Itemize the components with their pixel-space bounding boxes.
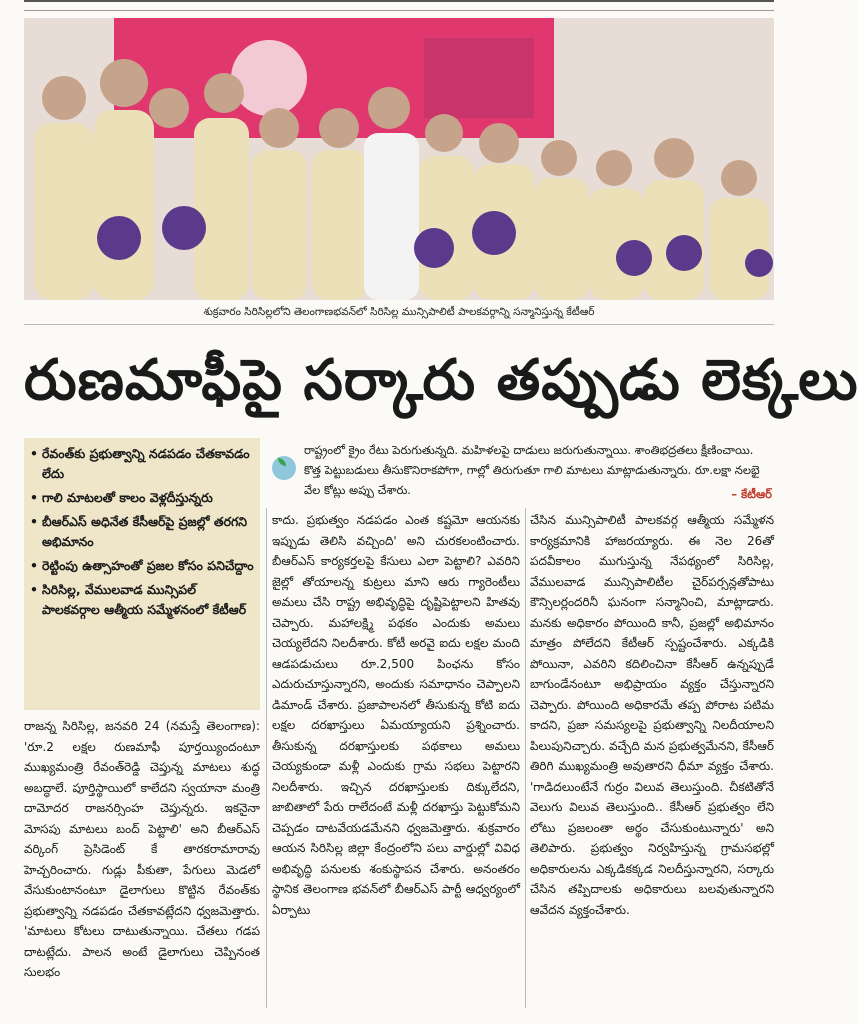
quote-author: – కేటీఆర్	[731, 487, 772, 501]
news-photo	[24, 18, 774, 300]
leaf-icon	[272, 456, 296, 480]
pull-quote	[272, 440, 772, 502]
column-divider	[266, 508, 267, 1008]
highlight-item: • గాలి మాటలతో కాలం వెళ్లదీస్తున్నరు	[30, 488, 254, 508]
headline: రుణమాఫీపై సర్కారు తప్పుడు లెక్కలు	[24, 348, 858, 413]
quote-text: రాష్ట్రంలో క్రైం రేటు పెరుగుతున్నది. మహిళలపై దాడులు జరుగుతున్నాయి. శాంతిభద్రతలు క్షీణించాయి. కొత్త పెట్టుబడులు తీసుకొనిరాకపోగా, గాల్లో తిరుగుతూ గాలి మాటలు మాట్లాడుతున్నారు. రూ.లక్షా నలభై వేల కోట్లు అప్పు చేశారు.	[304, 443, 760, 497]
highlight-item: • రేవంత్‌కు ప్రభుత్వాన్ని నడపడం చేతకావడం లేదు	[30, 444, 254, 484]
column-divider	[525, 508, 526, 1008]
highlight-item: • బీఆర్‌ఎస్ అధినేత కేసీఆర్‌పై ప్రజల్లో తరగని అభిమానం	[30, 512, 254, 552]
article-column-1: రాజన్న సిరిసిల్ల, జనవరి 24 (నమస్తే తెలంగాణ): 'రూ.2 లక్షల రుణమాఫీ పూర్తయ్యిందంటూ ముఖ్యమంత్రి రేవంత్‌రెడ్డి చెప్తున్న మాటలు శుద్ధ అబద్ధాలే. పూర్తిస్థాయిలో కాలేదని స్వయానా మంత్రి దామోదర రాజనర్సింహ చెప్తున్నరు. ఇకనైనా మోసపు మాటలు బంద్ పెట్టాలి' అని బీఆర్‌ఎస్ వర్కింగ్ ప్రెసిడెంట్ కే తారకరామారావు హెచ్చరించారు. గుడ్లు పీకుతా, పేగులు మెడలో వేసుకుంటానంటూ డైలాగులు కొట్టిన రేవంత్‌కు ప్రభుత్వాన్ని నడపడం చేతకావట్లేదని ధ్వజమెత్తారు. 'మాటలు కోటలు దాటుతున్నాయి. చేతలు గడప దాటట్లేదు. పాలన అంటే డైలాగులు చెప్పినంత సులభం	[24, 719, 260, 979]
article-column-3: చేసిన మున్సిపాలిటీ పాలకవర్గ ఆత్మీయ సమ్మేళన కార్యక్రమానికి హాజరయ్యారు. ఈ నెల 26తో పదవీకాలం ముగుస్తున్న నేపథ్యంలో సిరిసిల్ల, వేములవాడ మున్సిపాలిటీల చైర్‌పర్సన్లతోపాటు కౌన్సిలర్లందరినీ ఘనంగా సన్మానించి, మాట్లాడారు. మనకు అధికారం పోయింది కానీ, ప్రజల్లో అభిమానం మాత్రం పోలేదని కేటీఆర్ స్పష్టంచేశారు. ఎక్కడికి పోయినా, ఎవరిని కదిలించినా కేసీఆర్ ఉన్నప్పుడే బాగుండేనంటూ అభిప్రాయం వ్యక్తం చేస్తున్నారని చెప్పారు. పోయింది అధికారమే తప్ప పోరాట పటిమ కాదని, ప్రజా సమస్యలపై ప్రభుత్వాన్ని నిలదీయాలని పిలుపునిచ్చారు. వచ్చేది మన ప్రభుత్వమేనని, కేసీఆర్ తిరిగి ముఖ్యమంత్రి అవుతారని ధీమా వ్యక్తం చేశారు. 'గాడిదలుంటేనే గుర్రం విలువ తెలుస్తుంది. చీకటితోనే వెలుగు విలువ తెలుస్తుంది.. కేసీఆర్ ప్రభుత్వం లేని లోటు ప్రజలంతా అర్థం చేసుకుంటున్నారు' అని తెలిపారు. ప్రభుత్వం నిర్వహిస్తున్న గ్రామసభల్లో అధికారులను ఎక్కడికక్కడ నిలదీస్తున్నారని, సర్కారు చేసిన తప్పిదాలకు అధికారులు బలవుతున్నారని ఆవేదన వ్యక్తంచేశారు.	[530, 513, 774, 917]
highlight-item: • రెట్టింపు ఉత్సాహంతో ప్రజల కోసం పనిచేద్దాం	[30, 556, 254, 576]
highlights-box	[24, 438, 260, 710]
highlight-item: • సిరిసిల్ల, వేములవాడ మున్సిపల్ పాలకవర్గాల ఆత్మీయ సమ్మేళనంలో కేటీఆర్	[30, 580, 254, 620]
article-column-2: కాదు. ప్రభుత్వం నడపడం ఎంత కష్టమో ఆయనకు ఇప్పుడు తెలిసి వచ్చింది' అని చురకలంటించారు. బీఆర్‌ఎస్ కార్యకర్తలపై కేసులు ఎలా పెట్టాలి? ఎవరిని జైల్లో తోయాలన్న కుట్రలు మాని ఆరు గ్యారెంటీలు అమలు చేసి రాష్ట్ర అభివృద్ధిపై దృష్టిపెట్టాలని హితవు చెప్పారు. మహాలక్ష్మి పథకం ఎందుకు అమలు చెయ్యలేదని నిలదీశారు. కోటీ అరవై ఐదు లక్షల మంది ఆడపడుచులు రూ.2,500 పింఛను కోసం ఎదురుచూస్తున్నారని, అందుకు సమాధానం చెప్పాలని డిమాండ్ చేశారు. ప్రజాపాలనలో తీసుకున్న కోటి ఐదు లక్షల దరఖాస్తులు ఏమయ్యాయని ప్రశ్నించారు. తీసుకున్న దరఖాస్తులకు పథకాలు అమలు చెయ్యకుండా మళ్లీ ఎందుకు గ్రామ సభలు పెట్టారని నిలదీశారు. ఇచ్చిన దరఖాస్తులకు దిక్కులేదని, జాబితాలో పేరు రాలేదంటే మళ్లీ దరఖాస్తు పెట్టుకోమని చెప్పడం దాటవేయడమేనని ధ్వజమెత్తారు. శుక్రవారం ఆయన సిరిసిల్ల జిల్లా కేంద్రంలోని పలు వార్డుల్లో వివిధ అభివృద్ధి పనులకు శంకుస్థాపన చేశారు. అనంతరం స్థానిక తెలంగాణ భవన్‌లో బీఆర్‌ఎస్ పార్టీ ఆధ్వర్యంలో ఏర్పాటు	[272, 513, 520, 917]
top-rule	[24, 0, 774, 11]
photo-caption: శుక్రవారం సిరిసిల్లలోని తెలంగాణభవన్‌లో సిరిసిల్ల మున్సిపాలిటీ పాలకవర్గాన్ని సన్మానిస్తున్న కేటీఆర్	[24, 300, 774, 325]
